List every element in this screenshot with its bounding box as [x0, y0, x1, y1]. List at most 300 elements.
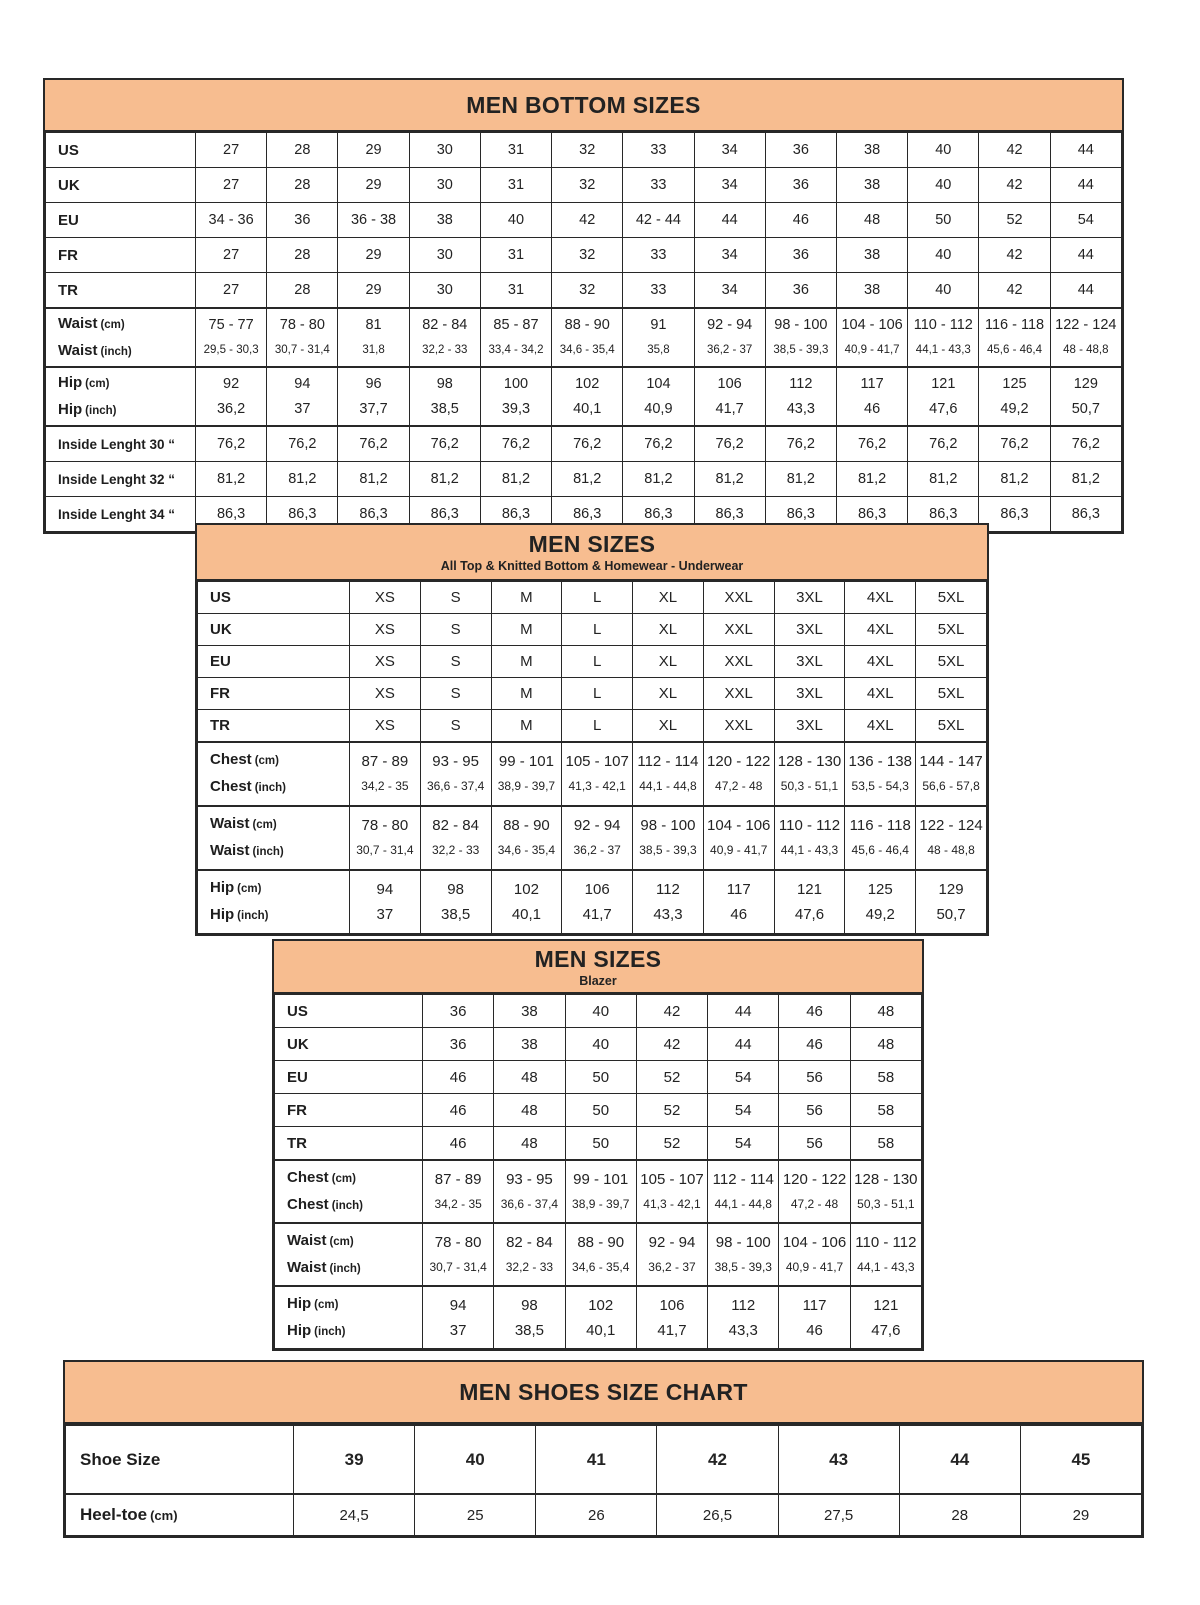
table-row: [198, 614, 987, 646]
row-label: [46, 168, 196, 203]
size-cell: 38: [836, 238, 907, 273]
size-cell: S: [420, 710, 491, 743]
size-cell: 76,2: [908, 426, 979, 462]
table-title: MEN SIZES: [528, 531, 656, 557]
row-label-text: EU: [210, 653, 231, 670]
men-sizes-blazer-grid: [274, 994, 922, 1349]
row-label-text: FR: [287, 1101, 307, 1119]
row-label-unit: (inch): [314, 1325, 346, 1338]
row-label-unit: (inch): [237, 910, 269, 922]
row-label: [198, 646, 350, 678]
row-label: [275, 995, 423, 1028]
size-cell: 96 37,7: [338, 367, 409, 426]
row-label-text: Inside Lenght 32 “: [58, 471, 176, 487]
row-label: [46, 238, 196, 273]
size-cell: 44: [899, 1425, 1020, 1494]
size-cell: 50: [565, 1094, 636, 1127]
size-cell: XL: [633, 582, 704, 614]
size-cell: 116 - 118 45,6 - 46,4: [979, 308, 1050, 367]
size-cell: 42: [657, 1425, 778, 1494]
size-cell: 105 - 107 41,3 - 42,1: [636, 1160, 707, 1223]
size-cell: M: [491, 614, 562, 646]
size-cell: 112 - 114 44,1 - 44,8: [633, 742, 704, 806]
size-cell: 42: [636, 1028, 707, 1061]
size-cell: M: [491, 710, 562, 743]
size-cell: 5XL: [916, 678, 987, 710]
size-cell: L: [562, 614, 633, 646]
size-cell: 5XL: [916, 614, 987, 646]
size-cell: 94 37: [350, 870, 421, 934]
size-cell: S: [420, 614, 491, 646]
row-label-unit: (inch): [254, 782, 286, 794]
row-label-text: Hip: [58, 400, 83, 418]
size-cell: 86,3: [623, 497, 694, 532]
size-cell: S: [420, 582, 491, 614]
size-cell: 48: [850, 1028, 921, 1061]
size-cell: 92 - 94 36,2 - 37: [636, 1223, 707, 1286]
size-cell: 29: [338, 238, 409, 273]
size-cell: 38: [836, 168, 907, 203]
table-header: [197, 525, 987, 581]
men-shoes-size-chart-table: [63, 1360, 1144, 1538]
size-cell: 54: [708, 1127, 779, 1161]
row-label: [66, 1425, 294, 1494]
size-cell: 36: [423, 995, 494, 1028]
table-body: [197, 581, 987, 934]
size-cell: 31: [480, 238, 551, 273]
row-label-text: Waist: [287, 1231, 327, 1249]
size-cell: 117 46: [779, 1286, 850, 1349]
size-cell: 81,2: [409, 462, 480, 497]
table-row: [46, 168, 1122, 203]
row-label: [46, 308, 196, 367]
table-row: [275, 1160, 922, 1223]
size-cell: 4XL: [845, 646, 916, 678]
size-cell: XXL: [703, 646, 774, 678]
size-cell: 27: [196, 238, 267, 273]
men-sizes-blazer-table: [272, 939, 924, 1351]
size-cell: 94 37: [423, 1286, 494, 1349]
row-label-text: Hip: [210, 906, 235, 923]
size-cell: 40: [565, 995, 636, 1028]
size-cell: 122 - 124 48 - 48,8: [1050, 308, 1121, 367]
table-row: [46, 426, 1122, 462]
size-cell: 40: [908, 133, 979, 168]
row-label-text: UK: [287, 1035, 309, 1053]
size-cell: XL: [633, 678, 704, 710]
size-cell: 104 - 106 40,9 - 41,7: [779, 1223, 850, 1286]
row-label: [275, 1061, 423, 1094]
size-cell: XXL: [703, 614, 774, 646]
size-cell: 100 39,3: [480, 367, 551, 426]
size-cell: 99 - 101 38,9 - 39,7: [565, 1160, 636, 1223]
table-row: [46, 367, 1122, 426]
size-cell: 99 - 101 38,9 - 39,7: [491, 742, 562, 806]
size-cell: 116 - 118 45,6 - 46,4: [845, 806, 916, 870]
size-cell: 81,2: [765, 462, 836, 497]
size-cell: 36 - 38: [338, 203, 409, 238]
size-cell: M: [491, 646, 562, 678]
men-shoes-size-chart-grid: [65, 1424, 1142, 1536]
size-cell: 88 - 90 34,6 - 35,4: [552, 308, 623, 367]
size-cell: 78 - 80 30,7 - 31,4: [423, 1223, 494, 1286]
size-cell: 30: [409, 238, 480, 273]
size-cell: 50: [565, 1061, 636, 1094]
size-cell: XXL: [703, 710, 774, 743]
size-cell: 128 - 130 50,3 - 51,1: [774, 742, 845, 806]
size-cell: 39: [294, 1425, 415, 1494]
size-cell: 86,3: [480, 497, 551, 532]
size-cell: 102 40,1: [491, 870, 562, 934]
row-label-text: US: [287, 1002, 308, 1020]
row-label: [46, 273, 196, 309]
table-body: [65, 1424, 1142, 1536]
size-cell: 76,2: [267, 426, 338, 462]
size-cell: 48: [494, 1127, 565, 1161]
size-cell: 44: [708, 995, 779, 1028]
size-cell: XL: [633, 614, 704, 646]
table-subtitle: All Top & Knitted Bottom & Homewear - Underwear: [440, 559, 744, 573]
size-cell: XL: [633, 710, 704, 743]
size-cell: S: [420, 646, 491, 678]
row-label-text: UK: [210, 621, 232, 638]
size-cell: 30: [409, 273, 480, 309]
size-cell: 33: [623, 133, 694, 168]
size-cell: 33: [623, 168, 694, 203]
row-label-text: TR: [210, 717, 230, 734]
row-label-text: US: [58, 141, 79, 159]
size-cell: 32: [552, 273, 623, 309]
row-label: [66, 1494, 294, 1536]
row-label-unit: (cm): [329, 1235, 354, 1248]
size-cell: 98 38,5: [420, 870, 491, 934]
size-cell: 112 43,3: [765, 367, 836, 426]
size-cell: 56: [779, 1127, 850, 1161]
row-label-text: Waist: [58, 314, 98, 332]
row-label: [275, 1127, 423, 1161]
size-cell: XXL: [703, 678, 774, 710]
size-cell: 86,3: [694, 497, 765, 532]
size-cell: 129 50,7: [1050, 367, 1121, 426]
row-label: [198, 742, 350, 806]
size-cell: 102 40,1: [565, 1286, 636, 1349]
table-row: [275, 1127, 922, 1161]
size-cell: 81,2: [552, 462, 623, 497]
size-cell: 76,2: [836, 426, 907, 462]
size-cell: 46: [779, 995, 850, 1028]
size-cell: 86,3: [196, 497, 267, 532]
size-cell: 75 - 77 29,5 - 30,3: [196, 308, 267, 367]
size-cell: XS: [350, 678, 421, 710]
size-cell: 27: [196, 168, 267, 203]
size-cell: 42: [552, 203, 623, 238]
size-cell: L: [562, 582, 633, 614]
size-cell: 98 - 100 38,5 - 39,3: [633, 806, 704, 870]
size-cell: 41: [536, 1425, 657, 1494]
size-cell: M: [491, 678, 562, 710]
size-cell: 28: [267, 273, 338, 309]
size-cell: 3XL: [774, 614, 845, 646]
size-cell: 27,5: [778, 1494, 899, 1536]
row-label-text: Hip: [287, 1294, 312, 1312]
size-cell: XS: [350, 646, 421, 678]
size-cell: 92 - 94 36,2 - 37: [562, 806, 633, 870]
size-cell: 56: [779, 1094, 850, 1127]
size-cell: 121 47,6: [850, 1286, 921, 1349]
size-cell: 104 40,9: [623, 367, 694, 426]
size-cell: 54: [708, 1061, 779, 1094]
table-title: MEN BOTTOM SIZES: [466, 91, 701, 118]
table-header: [45, 80, 1122, 132]
row-label-unit: (cm): [252, 819, 277, 831]
size-cell: 98 - 100 38,5 - 39,3: [765, 308, 836, 367]
row-label-text: Chest: [287, 1168, 329, 1186]
size-cell: 121 47,6: [774, 870, 845, 934]
size-cell: 31: [480, 168, 551, 203]
size-cell: 86,3: [409, 497, 480, 532]
table-body: [45, 132, 1122, 532]
row-label-text: Hip: [58, 373, 83, 391]
size-cell: 3XL: [774, 646, 845, 678]
size-cell: 42: [979, 273, 1050, 309]
size-cell: 120 - 122 47,2 - 48: [779, 1160, 850, 1223]
row-label-unit: (cm): [85, 377, 110, 390]
row-label-text: EU: [287, 1068, 308, 1086]
row-label-text: Hip: [210, 879, 235, 896]
size-cell: 117 46: [836, 367, 907, 426]
row-label: [275, 1094, 423, 1127]
row-label-text: Waist: [287, 1258, 327, 1276]
table-row: [198, 870, 987, 934]
row-label-unit: (inch): [85, 404, 117, 417]
size-cell: 86,3: [979, 497, 1050, 532]
table-row: [46, 308, 1122, 367]
size-cell: 105 - 107 41,3 - 42,1: [562, 742, 633, 806]
table-row: [198, 582, 987, 614]
size-cell: 93 - 95 36,6 - 37,4: [494, 1160, 565, 1223]
size-cell: 86,3: [765, 497, 836, 532]
row-label-text: Waist: [210, 815, 250, 832]
row-label-text: Waist: [210, 842, 250, 859]
size-cell: 52: [636, 1127, 707, 1161]
size-cell: 34: [694, 168, 765, 203]
table-row: [46, 238, 1122, 273]
row-label-text: FR: [210, 685, 230, 702]
size-cell: 81,2: [908, 462, 979, 497]
size-cell: 44: [1050, 133, 1121, 168]
table-subtitle: Blazer: [579, 973, 617, 988]
row-label-unit: (cm): [331, 1172, 356, 1185]
size-cell: 42: [979, 238, 1050, 273]
size-cell: 3XL: [774, 582, 845, 614]
size-cell: 44: [694, 203, 765, 238]
size-cell: 136 - 138 53,5 - 54,3: [845, 742, 916, 806]
size-cell: 32: [552, 238, 623, 273]
size-cell: 58: [850, 1094, 921, 1127]
row-label-unit: (cm): [100, 318, 125, 331]
size-cell: 36: [267, 203, 338, 238]
size-cell: 58: [850, 1061, 921, 1094]
row-label-text: Chest: [287, 1195, 329, 1213]
size-cell: 81,2: [623, 462, 694, 497]
row-label-text: US: [210, 589, 231, 606]
row-label-unit: (inch): [331, 1199, 363, 1212]
men-sizes-tops-grid: [197, 581, 987, 934]
size-cell: 43: [778, 1425, 899, 1494]
size-cell: 40: [415, 1425, 536, 1494]
row-label: [46, 367, 196, 426]
size-cell: 42 - 44: [623, 203, 694, 238]
size-cell: 128 - 130 50,3 - 51,1: [850, 1160, 921, 1223]
size-cell: 85 - 87 33,4 - 34,2: [480, 308, 551, 367]
table-row: [46, 203, 1122, 238]
row-label: [46, 497, 196, 532]
size-cell: 81,2: [979, 462, 1050, 497]
size-cell: 81,2: [836, 462, 907, 497]
size-cell: 112 - 114 44,1 - 44,8: [708, 1160, 779, 1223]
table-row: [275, 1223, 922, 1286]
size-cell: 93 - 95 36,6 - 37,4: [420, 742, 491, 806]
size-cell: 34: [694, 133, 765, 168]
size-cell: 76,2: [765, 426, 836, 462]
table-title: MEN SHOES SIZE CHART: [459, 1378, 748, 1405]
row-label-unit: (inch): [329, 1262, 361, 1275]
size-cell: 56: [779, 1061, 850, 1094]
table-row: [198, 646, 987, 678]
row-label-text: Heel-toe: [80, 1505, 148, 1524]
size-cell: 38: [409, 203, 480, 238]
size-cell: 76,2: [196, 426, 267, 462]
size-cell: 46: [423, 1094, 494, 1127]
size-cell: 86,3: [1050, 497, 1121, 532]
size-cell: 4XL: [845, 614, 916, 646]
row-label-unit: (cm): [254, 755, 279, 767]
table-row: [198, 806, 987, 870]
size-cell: 110 - 112 44,1 - 43,3: [908, 308, 979, 367]
size-cell: 38: [494, 1028, 565, 1061]
size-cell: 81,2: [694, 462, 765, 497]
size-cell: 40: [908, 168, 979, 203]
size-cell: 98 38,5: [409, 367, 480, 426]
size-cell: 98 - 100 38,5 - 39,3: [708, 1223, 779, 1286]
size-cell: 98 38,5: [494, 1286, 565, 1349]
row-label-text: TR: [287, 1134, 307, 1152]
size-cell: 34 - 36: [196, 203, 267, 238]
row-label: [46, 203, 196, 238]
size-cell: 125 49,2: [979, 367, 1050, 426]
size-cell: 92 - 94 36,2 - 37: [694, 308, 765, 367]
row-label: [275, 1028, 423, 1061]
table-row: [275, 1061, 922, 1094]
size-cell: 86,3: [836, 497, 907, 532]
size-cell: 29: [338, 273, 409, 309]
table-row: [46, 133, 1122, 168]
size-cell: 29: [1020, 1494, 1141, 1536]
size-cell: 4XL: [845, 582, 916, 614]
size-cell: 34: [694, 238, 765, 273]
size-cell: 82 - 84 32,2 - 33: [409, 308, 480, 367]
size-cell: 76,2: [1050, 426, 1121, 462]
size-cell: XXL: [703, 582, 774, 614]
size-cell: 112 43,3: [633, 870, 704, 934]
size-cell: 88 - 90 34,6 - 35,4: [565, 1223, 636, 1286]
size-cell: 36: [765, 273, 836, 309]
size-cell: 3XL: [774, 710, 845, 743]
size-cell: 46: [779, 1028, 850, 1061]
size-cell: 125 49,2: [845, 870, 916, 934]
size-cell: 36: [765, 168, 836, 203]
size-cell: 76,2: [979, 426, 1050, 462]
size-cell: 32: [552, 133, 623, 168]
size-cell: 129 50,7: [916, 870, 987, 934]
row-label: [198, 678, 350, 710]
size-cell: 4XL: [845, 710, 916, 743]
row-label: [46, 462, 196, 497]
size-cell: 82 - 84 32,2 - 33: [494, 1223, 565, 1286]
size-cell: 46: [423, 1127, 494, 1161]
size-cell: 48: [494, 1094, 565, 1127]
size-cell: 76,2: [338, 426, 409, 462]
size-cell: 27: [196, 273, 267, 309]
size-cell: 48: [850, 995, 921, 1028]
size-cell: 81,2: [338, 462, 409, 497]
table-row: [198, 678, 987, 710]
size-cell: 44: [1050, 238, 1121, 273]
size-cell: L: [562, 678, 633, 710]
size-cell: 87 - 89 34,2 - 35: [423, 1160, 494, 1223]
size-cell: 54: [1050, 203, 1121, 238]
row-label: [198, 614, 350, 646]
size-cell: 42: [636, 995, 707, 1028]
table-row: [275, 1028, 922, 1061]
size-cell: L: [562, 710, 633, 743]
row-label-text: EU: [58, 211, 79, 229]
size-cell: 52: [636, 1094, 707, 1127]
size-cell: 5XL: [916, 582, 987, 614]
men-sizes-tops-table: [195, 523, 989, 936]
table-row: [275, 1286, 922, 1349]
table-row: [46, 462, 1122, 497]
size-cell: 81,2: [480, 462, 551, 497]
size-cell: 104 - 106 40,9 - 41,7: [703, 806, 774, 870]
table-header: [65, 1362, 1142, 1424]
row-label: [198, 582, 350, 614]
size-cell: 30: [409, 133, 480, 168]
size-cell: 92 36,2: [196, 367, 267, 426]
row-label-text: Hip: [287, 1321, 312, 1339]
row-label-text: Chest: [210, 778, 252, 795]
table-row: [198, 742, 987, 806]
men-bottom-sizes-grid: [45, 132, 1122, 532]
table-row: [275, 995, 922, 1028]
size-cell: 29: [338, 133, 409, 168]
row-label: [198, 806, 350, 870]
size-cell: 78 - 80 30,7 - 31,4: [267, 308, 338, 367]
size-cell: 33: [623, 273, 694, 309]
men-bottom-sizes-table: [43, 78, 1124, 534]
size-cell: 110 - 112 44,1 - 43,3: [850, 1223, 921, 1286]
row-label-unit: (cm): [314, 1298, 339, 1311]
size-cell: 104 - 106 40,9 - 41,7: [836, 308, 907, 367]
size-cell: 3XL: [774, 678, 845, 710]
size-cell: XS: [350, 710, 421, 743]
table-body: [274, 994, 922, 1349]
size-cell: 144 - 147 56,6 - 57,8: [916, 742, 987, 806]
size-cell: 46: [423, 1061, 494, 1094]
size-cell: 32: [552, 168, 623, 203]
size-cell: M: [491, 582, 562, 614]
size-cell: 52: [979, 203, 1050, 238]
